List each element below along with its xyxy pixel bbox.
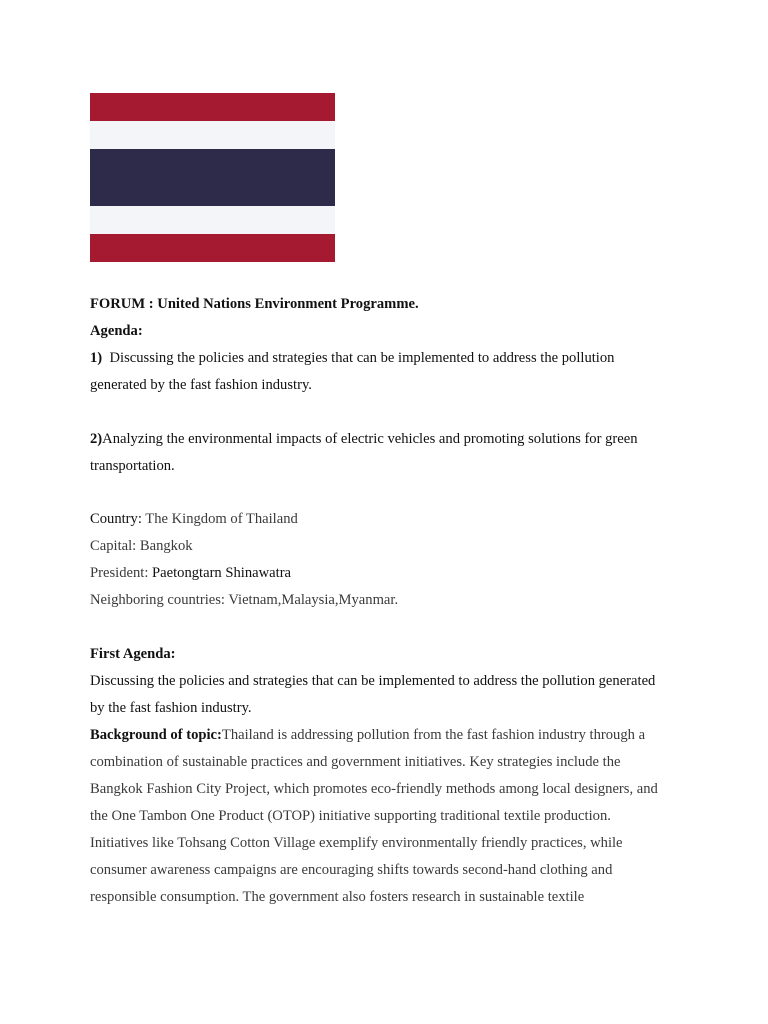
agenda-item-2-line2: transportation. (90, 458, 175, 474)
flag-stripe-blue (90, 149, 335, 206)
background-text: Thailand is addressing pollution from the fast fashion industry through a (221, 727, 646, 743)
flag-stripe-white-bottom (90, 206, 335, 234)
agenda-item-1-text: Discussing the policies and strategies that can be implemented to address the pollution (109, 350, 615, 366)
capital-line (90, 533, 686, 560)
spacer (90, 480, 686, 506)
first-agenda-line2: by the fast fashion industry. (90, 700, 252, 716)
thailand-flag-image (90, 93, 335, 262)
forum-name: United Nations Environment Programme. (157, 296, 419, 312)
background-line-2: combination of sustainable practices and government initiatives. Key strategies include the (90, 754, 621, 770)
agenda-item-1-line1 (90, 345, 686, 372)
agenda-item-1-line2: generated by the fast fashion industry. (90, 377, 312, 393)
agenda-item-1-number: 1) (90, 350, 103, 366)
capital-label: Capital: (90, 538, 137, 554)
background-line-3: Bangkok Fashion City Project, which promotes eco-friendly methods among local designers, and (90, 781, 658, 797)
document-body (90, 291, 686, 911)
background-line-6: consumer awareness campaigns are encouraging shifts towards second-hand clothing and (90, 862, 613, 878)
country-label: Country: (90, 511, 142, 527)
president-label: President: (90, 565, 149, 581)
spacer (90, 399, 686, 426)
country-line (90, 506, 686, 533)
background-label: Background of topic: (90, 727, 222, 743)
agenda-item-2-number: 2) (90, 431, 103, 447)
background-line-1 (90, 722, 686, 749)
agenda-item-2-line1 (90, 426, 686, 453)
president-line (90, 560, 686, 587)
first-agenda-line1: Discussing the policies and strategies that can be implemented to address the pollution generated (90, 673, 656, 689)
flag-stripe-white-top (90, 121, 335, 149)
neighbors-line (90, 587, 686, 614)
forum-label: FORUM : (90, 296, 158, 312)
flag-stripe-red-bottom (90, 234, 335, 262)
first-agenda-heading: First Agenda: (90, 646, 176, 662)
neighbors-value: Vietnam,Malaysia,Myanmar. (224, 592, 399, 608)
background-line-7: responsible consumption. The government also fosters research in sustainable textile (90, 889, 585, 905)
background-line-4: the One Tambon One Product (OTOP) initiative supporting traditional textile production. (90, 808, 611, 824)
agenda-heading: Agenda: (90, 323, 143, 339)
country-value: The Kingdom of Thailand (141, 511, 298, 527)
flag-stripe-red-top (90, 93, 335, 121)
president-value: Paetongtarn Shinawatra (148, 565, 292, 581)
spacer (90, 614, 686, 641)
neighbors-label: Neighboring countries: (90, 592, 225, 608)
background-line-5: Initiatives like Tohsang Cotton Village exemplify environmentally friendly practices, while (90, 835, 623, 851)
forum-line (90, 291, 686, 318)
agenda-item-2-text: Analyzing the environmental impacts of electric vehicles and promoting solutions for green (102, 431, 638, 447)
capital-value: Bangkok (136, 538, 193, 554)
